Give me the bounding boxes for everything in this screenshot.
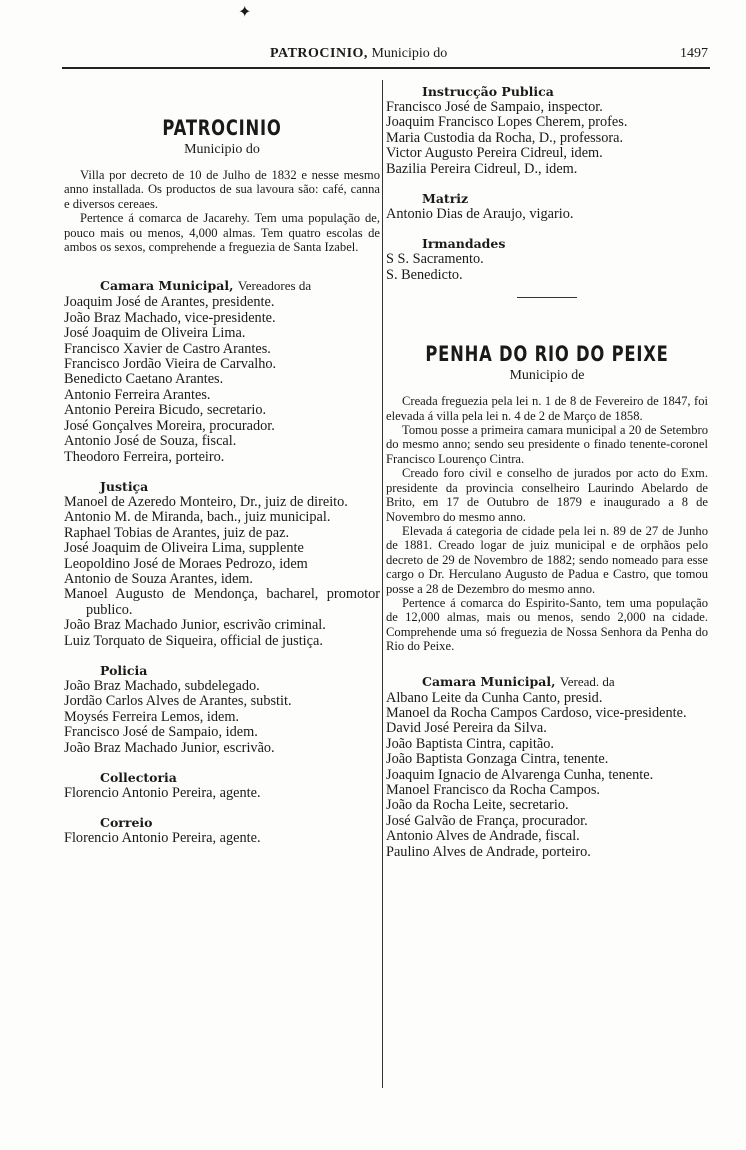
justica-entry: Leopoldino José de Moraes Pedrozo, idem xyxy=(64,555,308,572)
matriz-entry-list xyxy=(386,207,708,222)
right-column xyxy=(386,84,708,860)
paragraph: Pertence á comarca de Jacarehy. Tem uma população de, pouco mais ou menos, 4,000 almas. Tem quatro escolas de ambos os sexos, comprehende a freguezia de Santa Izabel. xyxy=(64,211,380,255)
heading-policia: Policia xyxy=(100,662,148,678)
section-title-penha: PENHA DO RIO DO PEIXE xyxy=(425,342,669,367)
instrucao-entry: Maria Custodia da Rocha, D., professora. xyxy=(386,129,624,146)
collectoria-entry: Florencio Antonio Pereira, agente. xyxy=(64,785,261,801)
paragraph: Elevada á categoria de cidade pela lei n. 89 de 27 de Junho de 1881. Creado logar de juiz municipal e de orphãos pelo decreto de 29 de Novembro de 1882; sendo nomeado para esse cargo o Dr. Herculano Augusto de Padua e Castro, que tomou posse a 28 de Dezembro do mesmo anno. xyxy=(386,523,708,596)
camara-entry: João Baptista Gonzaga Cintra, tenente. xyxy=(386,751,609,768)
heading-justica: Justiça xyxy=(100,478,149,494)
paragraph-list xyxy=(386,394,708,653)
section-title-patrocinio: PATROCINIO xyxy=(162,116,282,140)
policia-entry: João Braz Machado, subdelegado. xyxy=(64,677,260,694)
running-title-bold: PATROCINIO, xyxy=(270,46,368,61)
justica-entry: Luiz Torquato de Siqueira, official de justiça. xyxy=(64,632,323,649)
camara-entry: Paulino Alves de Andrade, porteiro. xyxy=(386,843,591,860)
irmandade-entry: S S. Sacramento. xyxy=(386,251,484,268)
camara-entry: Manoel da Rocha Campos Cardoso, vice-presidente. xyxy=(386,704,687,721)
camara-entry: Albano Leite da Cunha Canto, presid. xyxy=(386,689,603,706)
instrucao-entry: Francisco José de Sampaio, inspector. xyxy=(386,99,603,115)
irmandade-entry-list xyxy=(386,252,708,283)
section-subtitle: Municipio de xyxy=(509,368,585,384)
camara-entry: Antonio José de Souza, fiscal. xyxy=(64,433,237,450)
policia-entry: Francisco José de Sampaio, idem. xyxy=(64,724,258,741)
camara-entry: João Braz Machado, vice-presidente. xyxy=(64,309,276,326)
instrucao-entry: Joaquim Francisco Lopes Cherem, profes. xyxy=(386,114,628,131)
camara-entry: João da Rocha Leite, secretario. xyxy=(386,797,569,814)
policia-entry: Moysés Ferreira Lemos, idem. xyxy=(64,708,240,725)
running-header xyxy=(62,46,710,66)
instrucao-entry: Victor Augusto Pereira Cidreul, idem. xyxy=(386,145,603,162)
paragraph: Villa por decreto de 10 de Julho de 1832 e nesse mesmo anno installada. Os productos de sua lavoura são: café, canna e diversos cereaes. xyxy=(64,168,380,211)
camara-entry: José Joaquim de Oliveira Lima. xyxy=(64,325,246,342)
policia-entry-list xyxy=(64,679,380,756)
heading-collectoria: Collectoria xyxy=(100,770,177,785)
justica-entry: Antonio de Souza Arantes, idem. xyxy=(64,570,254,587)
policia-entry: João Braz Machado Junior, escrivão. xyxy=(64,739,275,756)
instrucao-entry: Bazilia Pereira Cidreul, D., idem. xyxy=(386,160,578,177)
heading-camara xyxy=(422,674,708,690)
paragraph: Pertence á comarca do Espirito-Santo, tem uma população de 12,000 almas, mais ou menos, sendo 2,000 na cidade. Comprehende uma só freguezia de Nossa Senhora da Penha do Rio do Peixe. xyxy=(386,595,708,654)
camara-entry: Antonio Pereira Bicudo, secretario. xyxy=(64,402,267,419)
running-title xyxy=(270,46,447,62)
camara-entry: Manoel Francisco da Rocha Campos. xyxy=(386,782,601,798)
section-subtitle: Municipio do xyxy=(184,142,260,157)
heading-text: Camara Municipal, xyxy=(100,278,234,294)
header-rule xyxy=(62,67,710,69)
paragraph: Creada freguezia pela lei n. 1 de 8 de Fevereiro de 1847, foi elevada á villa pela lei n. 4 de 2 de Março de 1858. xyxy=(386,394,708,423)
heading-instrucao: Instrucção Publica xyxy=(422,84,554,99)
camara-entry: Joaquim José de Arantes, presidente. xyxy=(64,294,275,311)
paragraph-list xyxy=(64,168,380,254)
camara-entry: Antonio Ferreira Arantes. xyxy=(64,386,211,403)
camara-entry: José Gonçalves Moreira, procurador. xyxy=(64,417,275,434)
camara-entry: Joaquim Ignacio de Alvarenga Cunha, tenente. xyxy=(386,766,654,783)
camara-entry-list xyxy=(64,295,380,464)
camara-entry: Francisco Jordão Vieira de Carvalho. xyxy=(64,356,277,373)
justica-entry: Raphael Tobias de Arantes, juiz de paz. xyxy=(64,524,290,541)
camara-entry: José Galvão de França, procurador. xyxy=(386,812,588,829)
justica-entry: José Joaquim de Oliveira Lima, supplente xyxy=(64,540,304,557)
camara-entry-list xyxy=(386,691,708,860)
justica-entry-list xyxy=(64,495,380,649)
collectoria-entry-list xyxy=(64,786,380,801)
camara-entry: Theodoro Ferreira, porteiro. xyxy=(64,448,225,465)
heading-correio: Correio xyxy=(100,815,153,831)
justica-entry: João Braz Machado Junior, escrivão criminal. xyxy=(64,617,326,634)
heading-text: Camara Municipal, xyxy=(422,673,556,689)
correio-entry-list xyxy=(64,831,380,846)
page-number: 1497 xyxy=(680,46,708,61)
camara-entry: Benedicto Caetano Arantes. xyxy=(64,371,224,388)
column-divider xyxy=(382,80,383,1088)
camara-entry: João Baptista Cintra, capitão. xyxy=(386,735,554,752)
instrucao-entry-list xyxy=(386,100,708,177)
camara-entry: Antonio Alves de Andrade, fiscal. xyxy=(386,828,580,845)
header-ornament: ✦ xyxy=(238,4,252,21)
heading-irmandades: Irmandades xyxy=(422,236,506,252)
policia-entry: Jordão Carlos Alves de Arantes, substit. xyxy=(64,693,292,710)
irmandade-entry: S. Benedicto. xyxy=(386,266,463,283)
camara-entry: David José Pereira da Silva. xyxy=(386,720,547,737)
heading-tail: Vereadores da xyxy=(237,278,312,294)
camara-entry: Francisco Xavier de Castro Arantes. xyxy=(64,340,271,357)
justica-entry: Manoel Augusto de Mendonça, bacharel, promotor publico. xyxy=(64,586,380,618)
left-column xyxy=(64,116,380,847)
correio-entry: Florencio Antonio Pereira, agente. xyxy=(64,830,261,847)
justica-entry: Manoel de Azeredo Monteiro, Dr., juiz de direito. xyxy=(64,493,348,510)
running-subtitle: Municipio do xyxy=(371,46,448,61)
heading-camara xyxy=(100,278,380,294)
paragraph: Creado foro civil e conselho de jurados por acto do Exm. presidente da provincia conselheiro Laurindo Abelardo de Brito, em 17 de Outubro de 1879 e inaugurado a 8 de Novembro do mesmo anno. xyxy=(386,466,708,524)
matriz-entry: Antonio Dias de Araujo, vigario. xyxy=(386,206,574,223)
paragraph: Tomou posse a primeira camara municipal a 20 de Setembro do mesmo anno; sendo seu presidente o finado tenente-coronel Francisco Lourenço Cintra. xyxy=(386,423,708,466)
heading-matriz: Matriz xyxy=(422,191,469,207)
heading-tail: Veread. da xyxy=(559,673,615,689)
justica-entry: Antonio M. de Miranda, bach., juiz municipal. xyxy=(64,509,331,526)
